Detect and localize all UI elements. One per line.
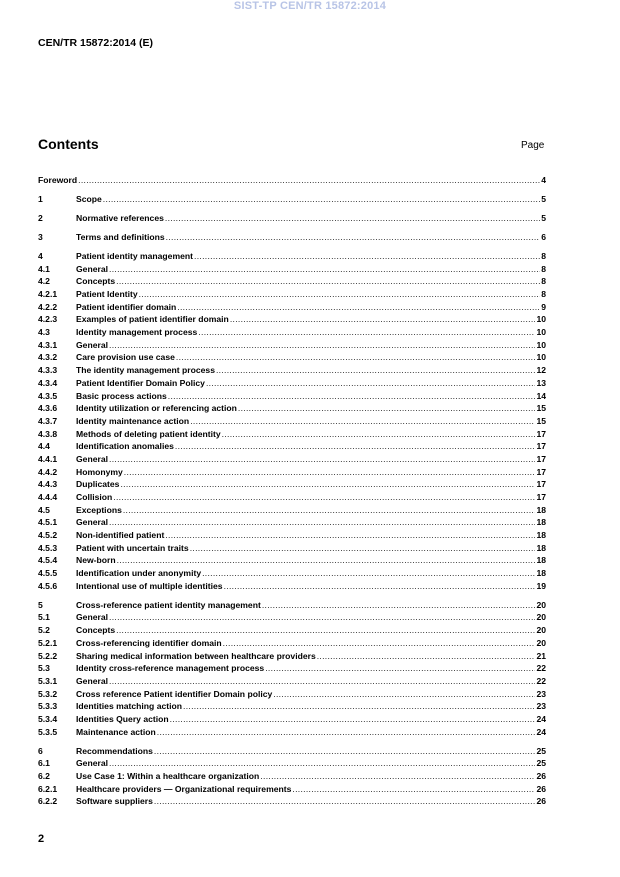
toc-entry-title: Concepts: [76, 625, 116, 636]
toc-dot-leader: [166, 232, 541, 242]
toc-dot-leader: [190, 416, 535, 426]
toc-dot-leader: [202, 568, 535, 578]
toc-entry-title: General: [76, 263, 109, 274]
toc-entry-number: 4.4.1: [38, 453, 58, 464]
toc-entry-title: Scope: [76, 193, 102, 204]
toc-entry-page: 24: [536, 713, 546, 724]
toc-dot-leader: [109, 340, 535, 350]
toc-dot-leader: [223, 638, 536, 648]
toc-dot-leader: [109, 264, 540, 274]
toc-entry-number: 5.3.5: [38, 726, 58, 737]
toc-entry-number: 4.4.2: [38, 466, 58, 477]
toc-entry-number: 5.2.2: [38, 650, 58, 661]
toc-dot-leader: [190, 543, 536, 553]
toc-entry[interactable]: [38, 517, 546, 530]
toc-entry-number: 5.3: [38, 663, 50, 674]
toc-entry-number: 4.3.8: [38, 428, 58, 439]
toc-dot-leader: [109, 454, 535, 464]
toc-dot-leader: [222, 429, 536, 439]
toc-entry-number: 4.5: [38, 504, 50, 515]
toc-entry-page: 23: [536, 688, 546, 699]
toc-dot-leader: [116, 276, 540, 286]
toc-entry-page: 10: [536, 339, 546, 350]
toc-entry-title: Patient with uncertain traits: [76, 542, 189, 553]
toc-dot-leader: [165, 213, 540, 223]
toc-entry-page: 10: [536, 314, 546, 325]
toc-entry-number: 4.2: [38, 276, 50, 287]
toc-entry[interactable]: [38, 416, 546, 429]
toc-dot-leader: [109, 676, 535, 686]
toc-entry-number: 4.5.6: [38, 580, 58, 591]
toc-entry[interactable]: [38, 352, 546, 365]
toc-dot-leader: [109, 612, 535, 622]
toc-entry[interactable]: [38, 727, 546, 740]
toc-entry-number: 4.2.1: [38, 289, 58, 299]
toc-entry-page: 17: [536, 428, 546, 439]
toc-entry-title: New-born: [76, 555, 116, 566]
toc-entry-number: 5.3.3: [38, 701, 58, 712]
toc-entry[interactable]: [38, 441, 546, 454]
toc-entry[interactable]: [38, 467, 546, 480]
toc-entry[interactable]: [38, 796, 546, 809]
toc-entry-title: Identities Query action: [76, 713, 169, 724]
toc-entry-number: 2: [38, 212, 43, 223]
toc-entry-number: 5.3.4: [38, 713, 58, 724]
page-column-label: Page: [521, 140, 545, 151]
toc-dot-leader: [117, 555, 536, 565]
toc-entry-page: 20: [536, 612, 546, 623]
toc-entry-title: General: [76, 339, 109, 350]
toc-entry-number: 5.1: [38, 612, 50, 623]
toc-entry-title: General: [76, 675, 109, 686]
toc-entry-title: Care provision use case: [76, 352, 175, 363]
toc-entry-number: 4.4: [38, 441, 50, 452]
toc-entry-number: 6.2: [38, 771, 50, 782]
toc-entry-number: 6: [38, 745, 43, 756]
toc-entry-title: Concepts: [76, 276, 116, 287]
toc-entry[interactable]: [38, 365, 546, 378]
toc-entry-page: 18: [536, 568, 546, 579]
toc-entry-number: 4.5.2: [38, 530, 58, 541]
toc-entry[interactable]: [38, 625, 546, 638]
contents-title: Contents: [38, 136, 99, 152]
toc-entry[interactable]: [38, 403, 546, 416]
toc-entry-page: 8: [541, 263, 546, 274]
toc-entry-page: 26: [536, 771, 546, 782]
toc-entry-title: Healthcare providers — Organizational requirements: [76, 783, 292, 794]
toc-entry[interactable]: [38, 771, 546, 784]
toc-dot-leader: [78, 175, 540, 185]
toc-entry-title: Identification anomalies: [76, 441, 174, 452]
toc-dot-leader: [198, 327, 535, 337]
toc-entry-number: 5.2.1: [38, 637, 58, 648]
toc-entry-page: 21: [536, 650, 546, 661]
toc-dot-leader: [103, 194, 540, 204]
toc-entry-number: 4.1: [38, 263, 50, 274]
toc-entry-page: 25: [536, 745, 546, 756]
toc-entry[interactable]: [38, 302, 546, 315]
toc-dot-leader: [123, 505, 536, 515]
toc-entry-title: Homonymy: [76, 466, 123, 477]
toc-entry-title: Examples of patient identifier domain: [76, 314, 229, 325]
toc-entry-number: 5.3.1: [38, 675, 58, 686]
toc-entry-title: Identity cross-reference management process: [76, 663, 265, 674]
toc-entry[interactable]: [38, 479, 546, 492]
toc-entry-page: 17: [536, 466, 546, 477]
toc-entry[interactable]: [38, 232, 546, 245]
toc-entry[interactable]: [38, 492, 546, 505]
toc-entry-title: Patient identity management: [76, 250, 193, 261]
toc-entry-title: General: [76, 517, 109, 528]
toc-entry-page: 18: [536, 555, 546, 566]
toc-entry-number: 6.1: [38, 758, 50, 769]
toc-entry-page: 22: [536, 663, 546, 674]
toc-entry[interactable]: [38, 454, 546, 467]
toc-dot-leader: [194, 251, 540, 261]
toc-entry-number: 5.2: [38, 625, 50, 636]
toc-dot-leader: [124, 467, 536, 477]
toc-entry[interactable]: [38, 612, 546, 625]
toc-entry-title: Normative references: [76, 212, 164, 223]
document-id: CEN/TR 15872:2014 (E): [38, 37, 153, 49]
toc-entry-title: The identity management process: [76, 365, 215, 376]
toc-entry-number: 4.5.5: [38, 568, 58, 579]
toc-entry-page: 5: [541, 212, 546, 223]
toc-entry-number: 6.2.2: [38, 796, 58, 807]
toc-entry[interactable]: [38, 314, 546, 327]
toc-entry-title: General: [76, 612, 109, 623]
toc-entry-title: Identities matching action: [76, 701, 183, 712]
toc-dot-leader: [273, 689, 535, 699]
toc-entry-page: 17: [536, 479, 546, 490]
toc-entry-title: Identity utilization or referencing action: [76, 403, 237, 414]
toc-entry-number: 4.3.6: [38, 403, 58, 414]
toc-entry[interactable]: [38, 289, 546, 302]
toc-entry[interactable]: [38, 530, 546, 543]
toc-entry-page: 15: [536, 403, 546, 414]
toc-dot-leader: [260, 771, 535, 781]
toc-entry[interactable]: [38, 581, 546, 594]
toc-entry-page: 13: [536, 377, 546, 388]
toc-entry-title: Recommendations: [76, 745, 153, 756]
toc-dot-leader: [230, 314, 536, 324]
toc-entry[interactable]: [38, 555, 546, 568]
toc-entry-title: Cross-referencing identifier domain: [76, 637, 222, 648]
toc-entry[interactable]: [38, 714, 546, 727]
table-of-contents: [38, 175, 546, 809]
toc-entry-page: 14: [536, 390, 546, 401]
toc-dot-leader: [317, 651, 536, 661]
toc-dot-leader: [154, 746, 536, 756]
toc-dot-leader: [157, 727, 536, 737]
toc-dot-leader: [175, 441, 536, 451]
toc-dot-leader: [116, 625, 535, 635]
toc-entry-page: 9: [541, 301, 546, 312]
toc-entry-title: Methods of deleting patient identity: [76, 428, 221, 439]
toc-entry-page: 19: [536, 580, 546, 591]
toc-entry-number: 4.5.1: [38, 517, 58, 528]
toc-entry[interactable]: [38, 264, 546, 277]
toc-entry-title: General: [76, 453, 109, 464]
toc-entry-page: 8: [541, 276, 546, 287]
toc-dot-leader: [292, 784, 535, 794]
toc-entry-page: 26: [536, 783, 546, 794]
toc-entry[interactable]: [38, 701, 546, 714]
toc-entry-page: 17: [536, 492, 546, 502]
toc-entry[interactable]: [38, 638, 546, 651]
toc-dot-leader: [170, 714, 536, 724]
toc-entry-number: 4.3.4: [38, 377, 58, 388]
toc-entry[interactable]: [38, 543, 546, 556]
toc-entry-page: 18: [536, 542, 546, 553]
toc-entry-page: 25: [536, 758, 546, 769]
toc-entry-page: 18: [536, 530, 546, 541]
toc-entry-title: Patient Identifier Domain Policy: [76, 377, 205, 388]
toc-dot-leader: [109, 758, 535, 768]
toc-entry-number: 4.3: [38, 327, 50, 338]
toc-entry[interactable]: [38, 689, 546, 702]
toc-entry-page: 8: [541, 250, 546, 261]
toc-entry-page: 17: [536, 453, 546, 464]
toc-dot-leader: [154, 796, 536, 806]
toc-entry-number: 4.2.2: [38, 301, 58, 312]
toc-entry[interactable]: [38, 327, 546, 340]
toc-dot-leader: [206, 378, 536, 388]
toc-entry-number: 4.4.3: [38, 479, 58, 490]
toc-entry-number: 4.3.3: [38, 365, 58, 376]
toc-entry-page: 18: [536, 517, 546, 528]
toc-entry-title: Software suppliers: [76, 796, 153, 807]
toc-entry-title: Cross-reference patient identity management: [76, 599, 261, 610]
toc-entry-page: 23: [536, 701, 546, 712]
toc-entry-page: 17: [536, 441, 546, 452]
toc-dot-leader: [262, 600, 536, 610]
toc-entry[interactable]: [38, 651, 546, 664]
toc-entry-page: 12: [536, 365, 546, 376]
toc-entry-page: 18: [536, 504, 546, 515]
toc-entry[interactable]: [38, 746, 546, 759]
toc-entry-title: Identification under anonymity: [76, 568, 202, 579]
page-number: 2: [38, 833, 45, 845]
toc-dot-leader: [168, 391, 536, 401]
toc-entry[interactable]: [38, 568, 546, 581]
toc-entry[interactable]: [38, 784, 546, 797]
toc-entry-number: 4.4.4: [38, 492, 58, 502]
toc-entry-title: Patient Identity: [76, 289, 138, 299]
toc-entry[interactable]: [38, 663, 546, 676]
toc-entry-page: 8: [541, 289, 546, 299]
toc-entry[interactable]: [38, 758, 546, 771]
toc-entry-number: 4.3.1: [38, 339, 58, 350]
toc-entry[interactable]: [38, 340, 546, 353]
toc-entry[interactable]: [38, 429, 546, 442]
toc-entry[interactable]: [38, 251, 546, 264]
toc-entry-number: 4: [38, 250, 43, 261]
toc-dot-leader: [165, 530, 535, 540]
toc-dot-leader: [139, 289, 541, 299]
toc-entry-title: Identity management process: [76, 327, 198, 338]
toc-entry-title: Collision: [76, 492, 113, 502]
toc-dot-leader: [176, 352, 536, 362]
toc-entry-page: 10: [536, 352, 546, 363]
toc-entry-number: 4.3.2: [38, 352, 58, 363]
toc-entry-title: Terms and definitions: [76, 231, 165, 242]
toc-entry[interactable]: [38, 378, 546, 391]
toc-entry-page: 10: [536, 327, 546, 338]
toc-entry-page: 20: [536, 599, 546, 610]
toc-entry-page: 22: [536, 675, 546, 686]
toc-dot-leader: [113, 492, 535, 502]
toc-entry[interactable]: [38, 276, 546, 289]
toc-entry-number: 4.5.4: [38, 555, 58, 566]
toc-entry-title: Foreword: [38, 175, 78, 185]
toc-entry-page: 24: [536, 726, 546, 737]
toc-entry[interactable]: [38, 505, 546, 518]
toc-entry-page: 15: [536, 415, 546, 426]
toc-entry-number: 1: [38, 193, 43, 204]
toc-entry-number: 6.2.1: [38, 783, 58, 794]
toc-entry-number: 5: [38, 599, 43, 610]
toc-dot-leader: [120, 479, 535, 489]
toc-entry-title: Cross reference Patient identifier Domain policy: [76, 688, 273, 699]
toc-dot-leader: [183, 701, 535, 711]
toc-entry-title: Patient identifier domain: [76, 301, 177, 312]
toc-entry[interactable]: [38, 676, 546, 689]
toc-entry-title: Non-identified patient: [76, 530, 165, 541]
toc-dot-leader: [265, 663, 535, 673]
toc-entry-page: 6: [541, 231, 546, 242]
toc-entry-number: 3: [38, 231, 43, 242]
toc-entry-page: 26: [536, 796, 546, 807]
toc-entry[interactable]: [38, 391, 546, 404]
toc-entry-number: 4.3.7: [38, 415, 58, 426]
toc-entry-title: General: [76, 758, 109, 769]
toc-entry-title: Exceptions: [76, 504, 122, 515]
toc-entry-page: 20: [536, 625, 546, 636]
toc-entry-number: 4.5.3: [38, 542, 58, 553]
toc-entry-number: 4.3.5: [38, 390, 58, 401]
toc-entry[interactable]: [38, 213, 546, 226]
toc-entry[interactable]: [38, 194, 546, 207]
toc-entry-title: Basic process actions: [76, 390, 167, 401]
toc-dot-leader: [238, 403, 536, 413]
toc-entry-number: 5.3.2: [38, 688, 58, 699]
toc-entry-title: Identity maintenance action: [76, 415, 190, 426]
toc-dot-leader: [177, 302, 540, 312]
toc-entry-title: Sharing medical information between healthcare providers: [76, 650, 316, 661]
toc-entry-title: Intentional use of multiple identities: [76, 580, 223, 591]
toc-entry-page: 4: [541, 175, 546, 185]
toc-entry-title: Use Case 1: Within a healthcare organization: [76, 771, 260, 782]
toc-entry-number: 4.2.3: [38, 314, 58, 325]
toc-entry-title: Maintenance action: [76, 726, 156, 737]
toc-dot-leader: [224, 581, 536, 591]
toc-entry[interactable]: [38, 600, 546, 613]
watermark: SIST-TP CEN/TR 15872:2014: [233, 0, 387, 12]
toc-entry-page: 20: [536, 637, 546, 648]
toc-dot-leader: [109, 517, 535, 527]
toc-entry[interactable]: [38, 175, 546, 188]
toc-entry-title: Duplicates: [76, 479, 120, 490]
toc-dot-leader: [216, 365, 535, 375]
toc-entry-page: 5: [541, 193, 546, 204]
